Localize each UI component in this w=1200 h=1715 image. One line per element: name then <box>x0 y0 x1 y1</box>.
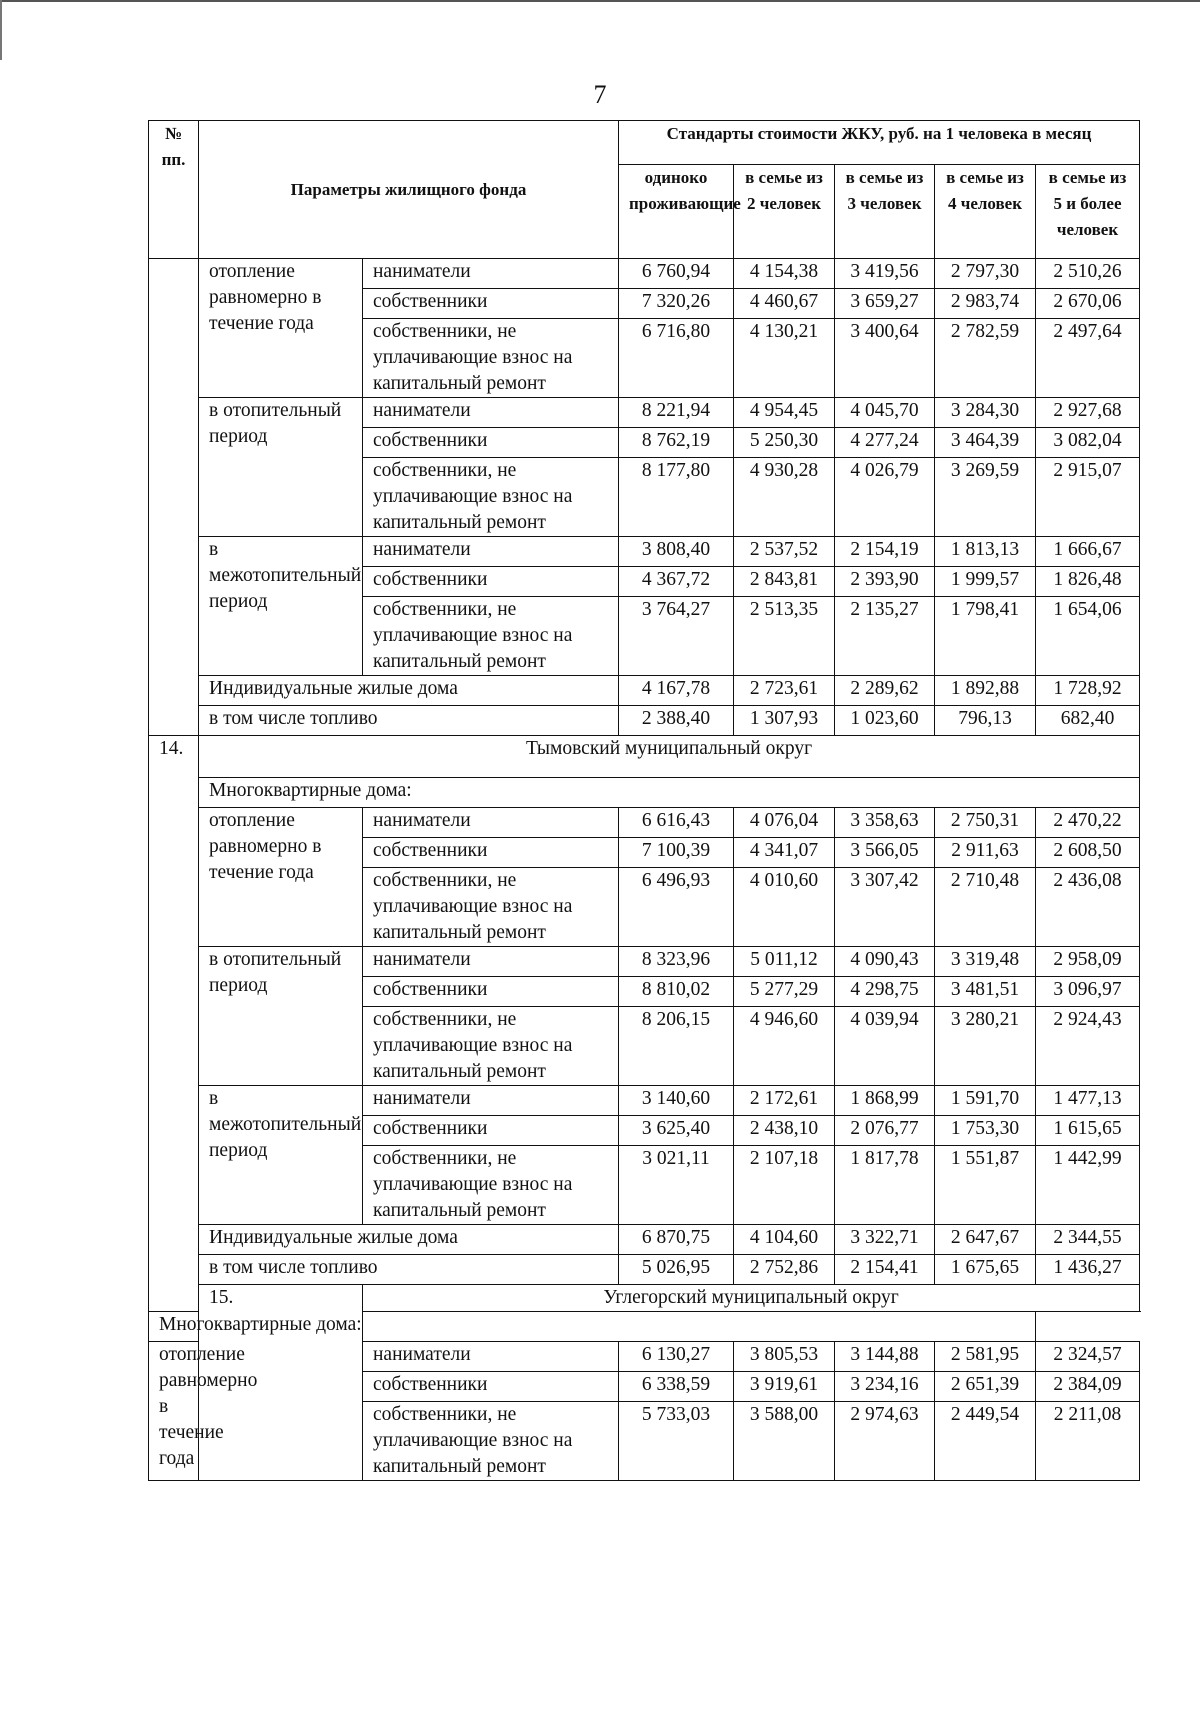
value-cell: 3 659,27 <box>835 289 935 319</box>
header-row-1 <box>149 121 1140 165</box>
apartment-buildings-label: Многоквартирные дома: <box>199 778 1140 808</box>
category-cell: в межотопительный период <box>199 537 363 676</box>
category-cell: отопление равномерно в течение года <box>199 259 363 398</box>
apartment-buildings-label: Многоквартирные дома: <box>149 1312 1036 1342</box>
value-cell: 3 322,71 <box>835 1225 935 1255</box>
value-cell: 3 419,56 <box>835 259 935 289</box>
param-label: собственники, не уплачивающие взнос на капитальный ремонт <box>363 1146 619 1225</box>
value-cell: 2 107,18 <box>734 1146 835 1225</box>
value-cell: 1 817,78 <box>835 1146 935 1225</box>
page-top-border <box>0 0 1200 2</box>
value-cell: 2 608,50 <box>1036 838 1140 868</box>
column-header: в семье из 4 человек <box>935 165 1036 259</box>
value-cell: 2 843,81 <box>734 567 835 597</box>
value-cell: 2 497,64 <box>1036 319 1140 398</box>
value-cell: 2 983,74 <box>935 289 1036 319</box>
value-cell: 1 442,99 <box>1036 1146 1140 1225</box>
value-cell: 3 464,39 <box>935 428 1036 458</box>
value-cell: 1 798,41 <box>935 597 1036 676</box>
value-cell: 6 338,59 <box>619 1372 734 1402</box>
table-row <box>149 398 1140 428</box>
param-label: собственники, не уплачивающие взнос на капитальный ремонт <box>363 1402 619 1481</box>
table-row <box>149 706 1140 736</box>
value-cell: 4 154,38 <box>734 259 835 289</box>
value-cell: 4 026,79 <box>835 458 935 537</box>
param-label: собственники, не уплачивающие взнос на капитальный ремонт <box>363 458 619 537</box>
value-cell: 2 710,48 <box>935 868 1036 947</box>
individual-houses-label: Индивидуальные жилые дома <box>199 1225 619 1255</box>
value-cell: 2 752,86 <box>734 1255 835 1285</box>
value-cell: 2 958,09 <box>1036 947 1140 977</box>
value-cell: 2 723,61 <box>734 676 835 706</box>
param-label: собственники <box>363 1116 619 1146</box>
category-cell: в отопительный период <box>199 947 363 1086</box>
value-cell: 3 144,88 <box>835 1342 935 1372</box>
value-cell: 6 496,93 <box>619 868 734 947</box>
value-cell: 2 510,26 <box>1036 259 1140 289</box>
value-cell: 4 130,21 <box>734 319 835 398</box>
param-label: наниматели <box>363 1086 619 1116</box>
value-cell: 5 026,95 <box>619 1255 734 1285</box>
table-row <box>149 1225 1140 1255</box>
value-cell: 4 930,28 <box>734 458 835 537</box>
value-cell: 7 100,39 <box>619 838 734 868</box>
value-cell: 2 324,57 <box>1036 1342 1140 1372</box>
value-cell: 2 211,08 <box>1036 1402 1140 1481</box>
value-cell: 3 625,40 <box>619 1116 734 1146</box>
value-cell: 1 728,92 <box>1036 676 1140 706</box>
param-label: наниматели <box>363 1342 619 1372</box>
value-cell: 3 400,64 <box>835 319 935 398</box>
value-cell: 3 140,60 <box>619 1086 734 1116</box>
value-cell: 2 393,90 <box>835 567 935 597</box>
value-cell: 3 021,11 <box>619 1146 734 1225</box>
value-cell: 2 436,08 <box>1036 868 1140 947</box>
value-cell: 3 808,40 <box>619 537 734 567</box>
fuel-label: в том числе топливо <box>199 706 619 736</box>
value-cell: 4 010,60 <box>734 868 835 947</box>
value-cell: 1 666,67 <box>1036 537 1140 567</box>
value-cell: 4 954,45 <box>734 398 835 428</box>
value-cell: 6 760,94 <box>619 259 734 289</box>
value-cell: 2 384,09 <box>1036 1372 1140 1402</box>
value-cell: 2 388,40 <box>619 706 734 736</box>
value-cell: 2 924,43 <box>1036 1007 1140 1086</box>
param-label: наниматели <box>363 808 619 838</box>
table-row <box>149 1086 1140 1116</box>
value-cell: 2 915,07 <box>1036 458 1140 537</box>
value-cell: 6 870,75 <box>619 1225 734 1255</box>
value-cell: 1 615,65 <box>1036 1116 1140 1146</box>
value-cell: 2 154,19 <box>835 537 935 567</box>
param-label: собственники <box>363 428 619 458</box>
value-cell: 3 284,30 <box>935 398 1036 428</box>
param-label: собственники, не уплачивающие взнос на капитальный ремонт <box>363 319 619 398</box>
col-params-header: Параметры жилищного фонда <box>199 121 619 259</box>
value-cell: 2 797,30 <box>935 259 1036 289</box>
value-cell: 5 277,29 <box>734 977 835 1007</box>
value-cell: 6 130,27 <box>619 1342 734 1372</box>
value-cell: 8 177,80 <box>619 458 734 537</box>
value-cell: 4 104,60 <box>734 1225 835 1255</box>
param-label: собственники <box>363 1372 619 1402</box>
param-label: собственники <box>363 567 619 597</box>
column-header: в семье из 2 человек <box>734 165 835 259</box>
value-cell: 1 892,88 <box>935 676 1036 706</box>
value-cell: 682,40 <box>1036 706 1140 736</box>
region-row <box>149 1285 1140 1312</box>
value-cell: 5 011,12 <box>734 947 835 977</box>
value-cell: 3 269,59 <box>935 458 1036 537</box>
value-cell: 3 919,61 <box>734 1372 835 1402</box>
value-cell: 4 277,24 <box>835 428 935 458</box>
value-cell: 2 581,95 <box>935 1342 1036 1372</box>
column-header: одиноко проживающие <box>619 165 734 259</box>
row-number-cell: 14. <box>149 736 199 1312</box>
param-label: наниматели <box>363 537 619 567</box>
param-label: наниматели <box>363 259 619 289</box>
param-label: собственники, не уплачивающие взнос на капитальный ремонт <box>363 1007 619 1086</box>
value-cell: 2 289,62 <box>835 676 935 706</box>
value-cell: 2 172,61 <box>734 1086 835 1116</box>
row-number-cell <box>149 259 199 736</box>
value-cell: 2 154,41 <box>835 1255 935 1285</box>
param-label: собственники <box>363 838 619 868</box>
value-cell: 1 654,06 <box>1036 597 1140 676</box>
value-cell: 1 868,99 <box>835 1086 935 1116</box>
value-cell: 5 733,03 <box>619 1402 734 1481</box>
param-label: наниматели <box>363 398 619 428</box>
value-cell: 4 946,60 <box>734 1007 835 1086</box>
value-cell: 2 750,31 <box>935 808 1036 838</box>
value-cell: 2 135,27 <box>835 597 935 676</box>
value-cell: 4 367,72 <box>619 567 734 597</box>
value-cell: 6 616,43 <box>619 808 734 838</box>
value-cell: 3 280,21 <box>935 1007 1036 1086</box>
value-cell: 2 076,77 <box>835 1116 935 1146</box>
value-cell: 3 805,53 <box>734 1342 835 1372</box>
value-cell: 1 551,87 <box>935 1146 1036 1225</box>
column-header: в семье из 5 и более человек <box>1036 165 1140 259</box>
param-label: наниматели <box>363 947 619 977</box>
region-title: Тымовский муниципальный округ <box>199 736 1140 778</box>
value-cell: 7 320,26 <box>619 289 734 319</box>
value-cell: 3 566,05 <box>835 838 935 868</box>
value-cell: 2 344,55 <box>1036 1225 1140 1255</box>
mkd-row <box>149 778 1140 808</box>
value-cell: 6 716,80 <box>619 319 734 398</box>
individual-houses-label: Индивидуальные жилые дома <box>199 676 619 706</box>
value-cell: 2 537,52 <box>734 537 835 567</box>
value-cell: 796,13 <box>935 706 1036 736</box>
value-cell: 1 826,48 <box>1036 567 1140 597</box>
value-cell: 2 782,59 <box>935 319 1036 398</box>
value-cell: 2 647,67 <box>935 1225 1036 1255</box>
value-cell: 4 341,07 <box>734 838 835 868</box>
col-num-header: № пп. <box>149 121 199 259</box>
value-cell: 2 911,63 <box>935 838 1036 868</box>
value-cell: 3 588,00 <box>734 1402 835 1481</box>
fuel-label: в том числе топливо <box>199 1255 619 1285</box>
table-row <box>149 947 1140 977</box>
value-cell: 8 810,02 <box>619 977 734 1007</box>
value-cell: 1 753,30 <box>935 1116 1036 1146</box>
value-cell: 8 221,94 <box>619 398 734 428</box>
value-cell: 3 082,04 <box>1036 428 1140 458</box>
table-row <box>149 259 1140 289</box>
param-label: собственники <box>363 289 619 319</box>
value-cell: 1 675,65 <box>935 1255 1036 1285</box>
row-number-cell: 15. <box>199 1285 363 1481</box>
category-cell: в отопительный период <box>199 398 363 537</box>
category-cell: отопление равномерно в течение года <box>149 1342 199 1481</box>
value-cell: 3 481,51 <box>935 977 1036 1007</box>
value-cell: 2 974,63 <box>835 1402 935 1481</box>
category-cell: в межотопительный период <box>199 1086 363 1225</box>
table-row <box>149 537 1140 567</box>
value-cell: 2 470,22 <box>1036 808 1140 838</box>
value-cell: 2 438,10 <box>734 1116 835 1146</box>
value-cell: 4 460,67 <box>734 289 835 319</box>
value-cell: 8 206,15 <box>619 1007 734 1086</box>
value-cell: 2 927,68 <box>1036 398 1140 428</box>
mkd-row <box>149 1312 1140 1342</box>
value-cell: 1 436,27 <box>1036 1255 1140 1285</box>
value-cell: 2 670,06 <box>1036 289 1140 319</box>
value-cell: 5 250,30 <box>734 428 835 458</box>
value-cell: 3 358,63 <box>835 808 935 838</box>
value-cell: 2 651,39 <box>935 1372 1036 1402</box>
table-row <box>149 1255 1140 1285</box>
value-cell: 1 477,13 <box>1036 1086 1140 1116</box>
cost-standards-table <box>148 120 1140 1481</box>
value-cell: 4 167,78 <box>619 676 734 706</box>
value-cell: 3 307,42 <box>835 868 935 947</box>
value-cell: 3 764,27 <box>619 597 734 676</box>
param-label: собственники, не уплачивающие взнос на капитальный ремонт <box>363 597 619 676</box>
value-cell: 8 762,19 <box>619 428 734 458</box>
value-cell: 4 298,75 <box>835 977 935 1007</box>
value-cell: 2 513,35 <box>734 597 835 676</box>
group-title-header: Стандарты стоимости ЖКУ, руб. на 1 человека в месяц <box>619 121 1140 165</box>
value-cell: 1 999,57 <box>935 567 1036 597</box>
value-cell: 4 090,43 <box>835 947 935 977</box>
region-row <box>149 736 1140 778</box>
param-label: собственники <box>363 977 619 1007</box>
value-cell: 2 449,54 <box>935 1402 1036 1481</box>
value-cell: 8 323,96 <box>619 947 734 977</box>
value-cell: 1 307,93 <box>734 706 835 736</box>
value-cell: 3 234,16 <box>835 1372 935 1402</box>
value-cell: 3 096,97 <box>1036 977 1140 1007</box>
value-cell: 1 023,60 <box>835 706 935 736</box>
table-row <box>149 808 1140 838</box>
column-header: в семье из 3 человек <box>835 165 935 259</box>
page-number: 7 <box>593 80 607 109</box>
value-cell: 1 813,13 <box>935 537 1036 567</box>
category-cell: отопление равномерно в течение года <box>199 808 363 947</box>
value-cell: 1 591,70 <box>935 1086 1036 1116</box>
value-cell: 3 319,48 <box>935 947 1036 977</box>
value-cell: 4 045,70 <box>835 398 935 428</box>
value-cell: 4 076,04 <box>734 808 835 838</box>
value-cell: 4 039,94 <box>835 1007 935 1086</box>
page-left-border <box>0 0 2 60</box>
region-title: Углегорский муниципальный округ <box>363 1285 1140 1312</box>
param-label: собственники, не уплачивающие взнос на капитальный ремонт <box>363 868 619 947</box>
table-row <box>149 676 1140 706</box>
